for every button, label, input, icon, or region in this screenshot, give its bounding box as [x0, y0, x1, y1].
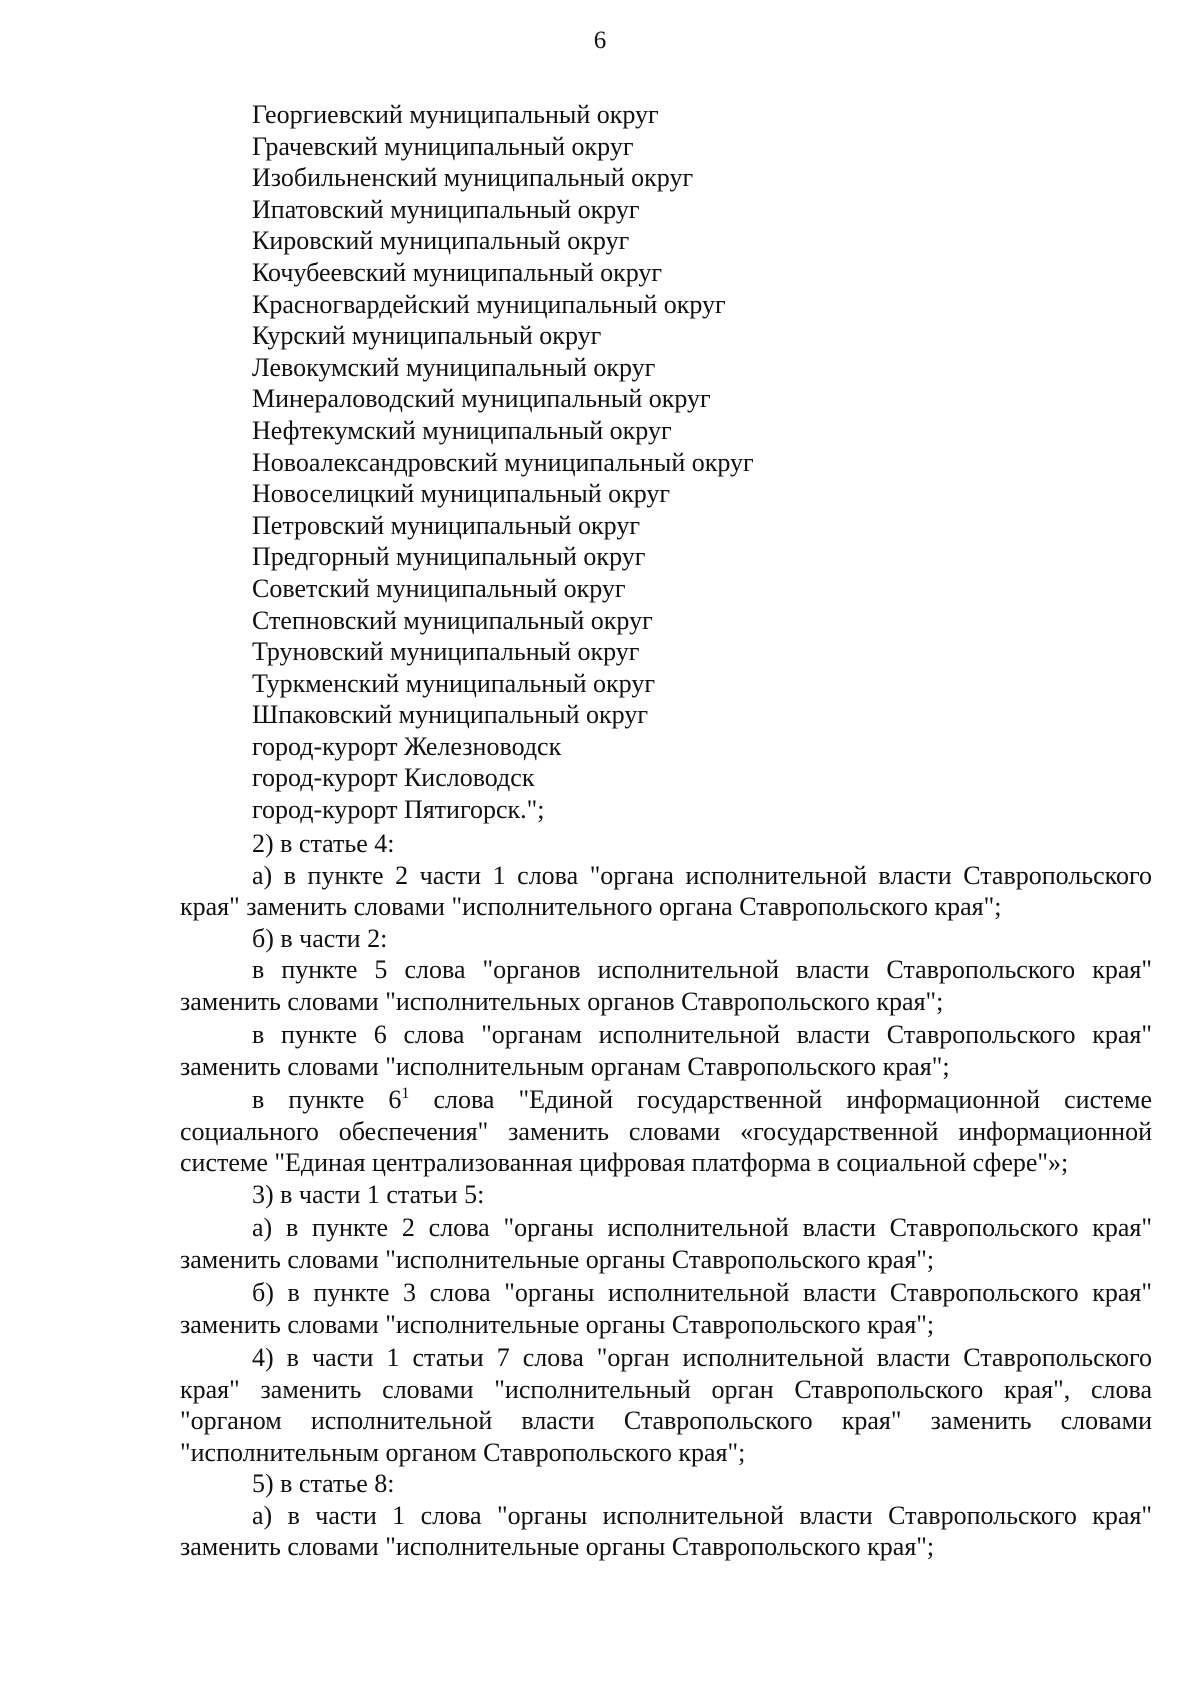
- list-item: Изобильненский муниципальный округ: [252, 163, 694, 193]
- list-item: Минераловодский муниципальный округ: [252, 384, 711, 414]
- paragraph-article-4-b-heading: б) в части 2:: [252, 923, 388, 953]
- list-item: Нефтекумский муниципальный округ: [252, 415, 672, 445]
- paragraph-article-4-a: а) в пункте 2 части 1 слова "органа исполнительной власти Ставропольского края" заменить словами "исполнительного органа Ставропольского края";: [180, 860, 1152, 921]
- list-item: Новоалександровский муниципальный округ: [252, 447, 754, 477]
- list-item: Красногвардейский муниципальный округ: [252, 289, 726, 319]
- list-item: Советский муниципальный округ: [252, 573, 626, 603]
- paragraph-article-5-a: а) в пункте 2 слова "органы исполнительной власти Ставропольского края" заменить словами "исполнительные органы Ставропольского края";: [180, 1213, 1152, 1274]
- superscript-index: 1: [401, 1085, 410, 1102]
- municipality-list: [252, 99, 754, 826]
- list-item: Степновский муниципальный округ: [252, 605, 653, 635]
- list-item: Шпаковский муниципальный округ: [252, 700, 648, 730]
- paragraph-article-5-heading: 3) в части 1 статьи 5:: [252, 1179, 485, 1209]
- list-item: Курский муниципальный округ: [252, 321, 602, 351]
- list-item: город-курорт Кисловодск: [252, 763, 535, 793]
- list-item: город-курорт Железноводск: [252, 731, 562, 761]
- list-item: Петровский муниципальный округ: [252, 510, 640, 540]
- paragraph-point-6: в пункте 6 слова "органам исполнительной власти Ставропольского края" заменить словами "исполнительным органам Ставропольского края";: [180, 1020, 1152, 1081]
- paragraph-point-6-1: [180, 1084, 1152, 1179]
- list-item: Георгиевский муниципальный округ: [252, 100, 659, 129]
- paragraph-article-4-heading: 2) в статье 4:: [252, 829, 395, 858]
- paragraph-article-8-heading: 5) в статье 8:: [252, 1469, 395, 1498]
- paragraph-article-7: 4) в части 1 статьи 7 слова "орган исполнительной власти Ставропольского края" заменить словами "исполнительный орган Ставропольского края", слова "органом исполнительной власти Ставропольского края" заменить словами "исполнительным органом Ставропольского края";: [180, 1343, 1152, 1467]
- list-item: Грачевский муниципальный округ: [252, 131, 634, 161]
- paragraph-point-6-1-start: в пункте 6: [252, 1085, 402, 1114]
- list-item: Новоселицкий муниципальный округ: [252, 479, 671, 509]
- list-item: Кочубеевский муниципальный округ: [252, 257, 663, 287]
- paragraph-point-6-1-rest: слова "Единой государственной информационной системе социального обеспечения" заменить словами «государственной информационной системе "Единая централизованная цифровая платформа в социальной сфере"»;: [180, 1085, 1153, 1177]
- list-item: Предгорный муниципальный округ: [252, 542, 646, 572]
- list-item: город-курорт Пятигорск.";: [252, 795, 545, 825]
- list-item: Кировский муниципальный округ: [252, 226, 630, 256]
- paragraph-article-8-a: а) в части 1 слова "органы исполнительной власти Ставропольского края" заменить словами "исполнительные органы Ставропольского края";: [180, 1500, 1152, 1561]
- list-item: Труновский муниципальный округ: [252, 637, 640, 667]
- paragraph-point-5: в пункте 5 слова "органов исполнительной власти Ставропольского края" заменить словами "исполнительных органов Ставропольского края";: [180, 955, 1152, 1016]
- list-item: Ипатовский муниципальный округ: [252, 194, 640, 224]
- list-item: Туркменский муниципальный округ: [252, 668, 655, 698]
- paragraph-article-5-b: б) в пункте 3 слова "органы исполнительной власти Ставропольского края" заменить словами "исполнительные органы Ставропольского края";: [180, 1278, 1152, 1339]
- amendment-text: [180, 828, 1152, 1563]
- page-number: 6: [593, 27, 607, 54]
- list-item: Левокумский муниципальный округ: [252, 352, 656, 382]
